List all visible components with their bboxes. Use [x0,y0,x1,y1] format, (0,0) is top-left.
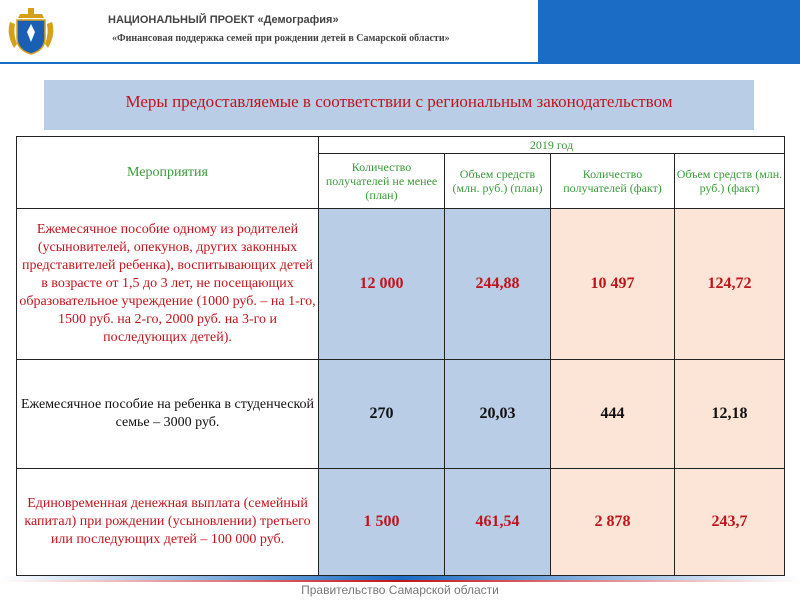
column-header-fact-funds: Объем средств (млн. руб.) (факт) [675,154,785,209]
measure-cell: Ежемесячное пособие на ребенка в студенческой семье – 3000 руб. [17,360,319,469]
value-plan-recipients: 12 000 [319,209,445,360]
measures-table [16,136,785,576]
value-fact-funds: 12,18 [675,360,785,469]
table-row [17,360,785,469]
measures-column-header: Мероприятия [17,137,319,209]
value-fact-recipients: 2 878 [551,469,675,576]
slide-title: Меры предоставляемые в соответствии с региональным законодательством [125,92,673,111]
value-fact-recipients: 444 [551,360,675,469]
project-subtitle: «Финансовая поддержка семей при рождении детей в Самарской области» [112,33,450,44]
value-plan-recipients: 1 500 [319,469,445,576]
year-header: 2019 год [319,137,785,154]
slide-title-box [44,80,754,130]
coat-of-arms-icon [6,4,56,58]
value-fact-recipients: 10 497 [551,209,675,360]
table-row [17,209,785,360]
value-plan-funds: 20,03 [445,360,551,469]
value-fact-funds: 124,72 [675,209,785,360]
table-row [17,469,785,576]
footer-text: Правительство Самарской области [301,583,499,597]
value-plan-recipients: 270 [319,360,445,469]
measure-cell: Единовременная денежная выплата (семейный капитал) при рождении (усыновлении) третьего или последующих детей – 100 000 руб. [17,469,319,576]
column-header-fact-recipients: Количество получателей (факт) [551,154,675,209]
column-header-plan-funds: Объем средств (млн. руб.) (план) [445,154,551,209]
value-plan-funds: 244,88 [445,209,551,360]
header-white-area [0,0,538,62]
table-header-row [17,137,785,154]
project-name: НАЦИОНАЛЬНЫЙ ПРОЕКТ «Демография» [108,14,339,26]
footer-stripe-red [0,580,800,582]
value-plan-funds: 461,54 [445,469,551,576]
value-fact-funds: 243,7 [675,469,785,576]
column-header-plan-recipients: Количество получателей не менее (план) [319,154,445,209]
measure-cell: Ежемесячное пособие одному из родителей (усыновителей, опекунов, других законных представителей ребенка), воспитывающих детей в возрасте от 1,5 до 3 лет, не посещающих образовательное учреждение (1000 руб. – на 1-го, 1500 руб. на 2-го, 2000 руб. на 3-го и последующих детей). [17,209,319,360]
